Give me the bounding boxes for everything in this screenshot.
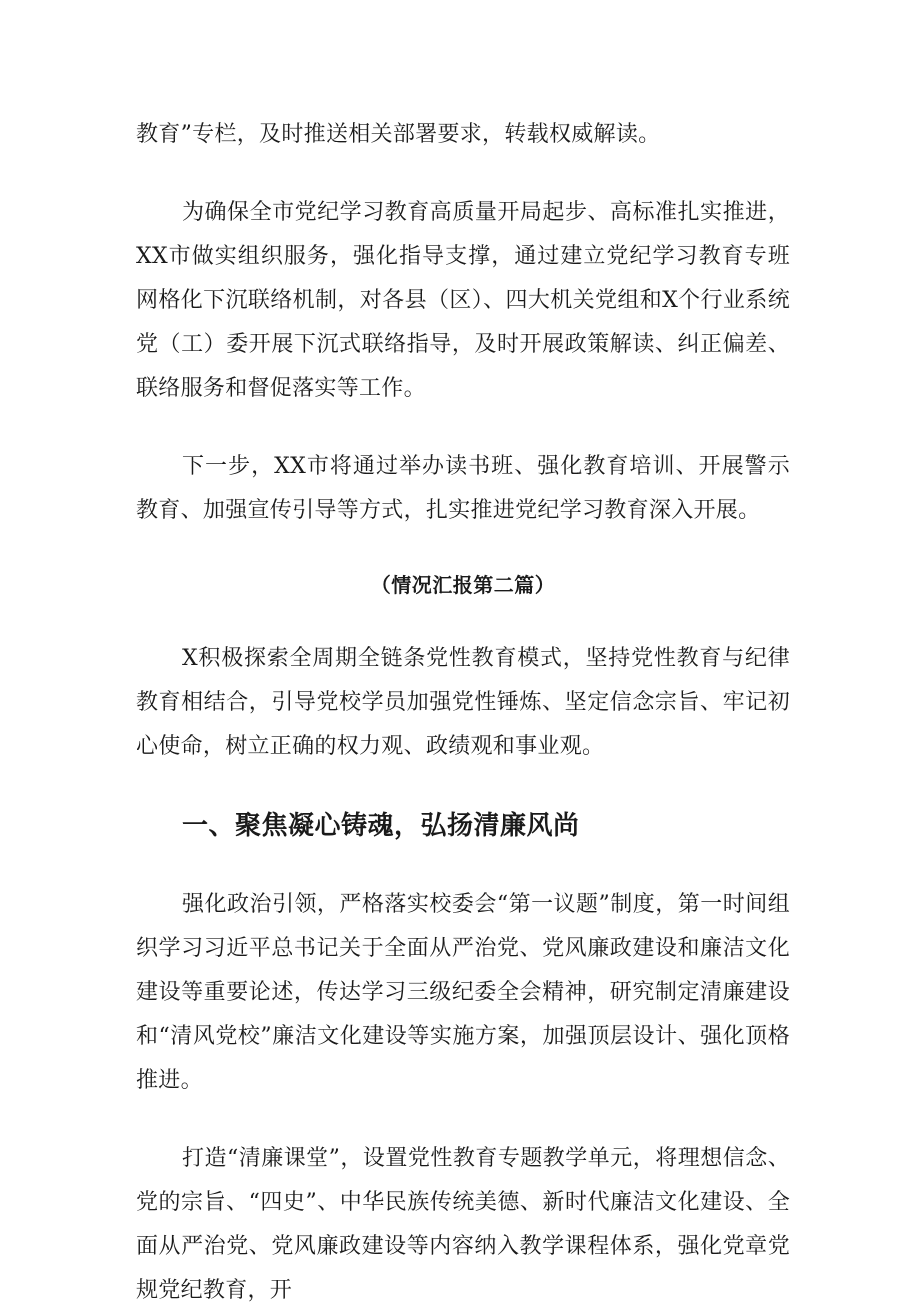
spacer	[136, 411, 790, 445]
paragraph-continuation: 教育”专栏，及时推送相关部署要求，转载权威解读。	[136, 122, 661, 147]
heading-one: 一、聚焦凝心铸魂，弘扬清廉风尚	[182, 811, 580, 841]
paragraph-intro: X积极探索全周期全链条党性教育模式，坚持党性教育与纪律教育相结合，引导党校学员加强党性锤炼、坚定信念宗旨、牢记初心使命，树立正确的权力观、政绩观和事业观。	[136, 646, 790, 759]
paragraph-clean-classroom: 打造“清廉课堂”，设置党性教育专题教学单元，将理想信念、党的宗旨、“四史”、中华民族传统美德、新时代廉洁文化建设、全面从严治党、党风廉政建设等内容纳入教学课程体系，强化党章党规党纪教育，开	[136, 1146, 790, 1303]
paragraph-political-guidance: 强化政治引领，严格落实校委会“第一议题”制度，第一时间组织学习习近平总书记关于全面从严治党、党风廉政建设和廉洁文化建设等重要论述，传达学习三级纪委全会精神，研究制定清廉建设和“清风党校”廉洁文化建设等实施方案，加强顶层设计、强化顶格推进。	[136, 892, 790, 1093]
section-title: （情况汇报第二篇）	[370, 573, 556, 597]
spacer	[136, 1103, 790, 1137]
spacer	[136, 533, 790, 565]
paragraph-work-mechanism: 为确保全市党纪学习教育高质量开局起步、高标准扎实推进，XX市做实组织服务，强化指导支撑，通过建立党纪学习教育专班网格化下沉联络机制，对各县（区）、四大机关党组和X个行业系统党（工）委开展下沉式联络指导，及时开展政策解读、纠正偏差、联络服务和督促落实等工作。	[136, 200, 790, 401]
spacer	[136, 605, 790, 637]
paragraph-next-steps: 下一步，XX市将通过举办读书班、强化教育培训、开展警示教育、加强宣传引导等方式，扎实推进党纪学习教育深入开展。	[136, 454, 790, 523]
spacer	[136, 851, 790, 883]
spacer	[136, 157, 790, 191]
spacer	[136, 769, 790, 801]
